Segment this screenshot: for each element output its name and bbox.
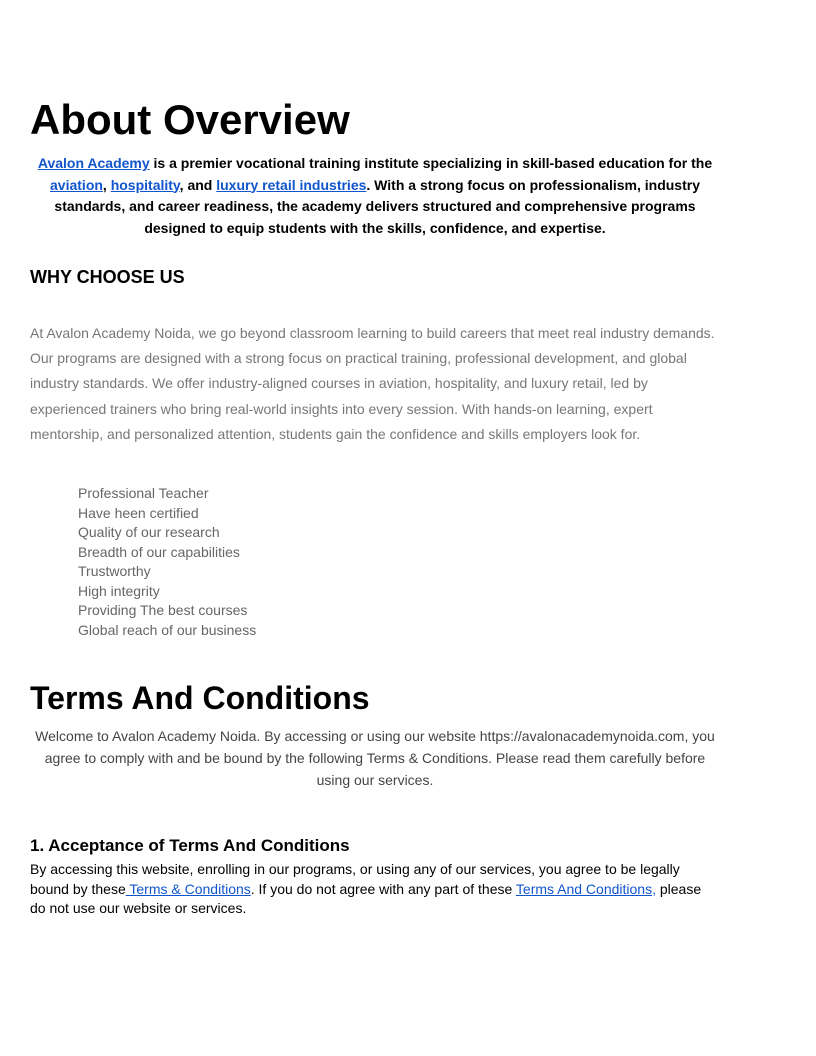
intro-separator-1: ,: [102, 176, 111, 193]
about-intro-paragraph: [30, 153, 720, 239]
acceptance-heading: 1. Acceptance of Terms And Conditions: [30, 836, 350, 855]
feature-item: Global reach of our business: [78, 621, 257, 638]
intro-text-1: is a premier vocational training institute specializing in skill-based education for the: [149, 155, 713, 171]
intro-separator-2: , and: [179, 176, 217, 193]
aviation-link[interactable]: aviation: [50, 176, 103, 193]
luxury-retail-link[interactable]: luxury retail industries: [216, 176, 367, 193]
terms-conditions-link[interactable]: Terms & Conditions: [125, 880, 251, 897]
feature-item: Breadth of our capabilities: [78, 543, 240, 560]
feature-item: Professional Teacher: [78, 485, 209, 501]
feature-item: Providing The best courses: [78, 602, 248, 618]
why-choose-us-heading: WHY CHOOSE US: [30, 267, 185, 287]
why-choose-us-paragraph: At Avalon Academy Noida, we go beyond classroom learning to build careers that meet real industry demands. Our programs are designed with a strong focus on practical training, professional development, and global industry standards. We offer industry-aligned courses in aviation, hospitality, and luxury retail, led by experienced trainers who bring real-world insights into every session. With hands-on learning, expert mentorship, and personalized attention, students gain the confidence and skills employers look for.: [30, 325, 715, 442]
terms-and-conditions-link[interactable]: Terms And Conditions,: [515, 880, 656, 897]
feature-item: Quality of our research: [78, 524, 220, 540]
acceptance-paragraph: [30, 860, 720, 919]
feature-item: High integrity: [78, 582, 160, 599]
feature-item: Have heen certified: [78, 504, 199, 521]
intro-text-2: . With a strong focus on professionalism, industry standards, and career readiness, the academy delivers structured and comprehensive programs designed to equip students with the skills, confidence, and expertise.: [54, 176, 700, 236]
terms-intro-paragraph: Welcome to Avalon Academy Noida. By accessing or using our website https://avalonacademynoida.com, you agree to comply with and be bound by the following Terms & Conditions. Please read them carefully before using our services.: [35, 728, 715, 788]
about-overview-title: About Overview: [30, 96, 350, 143]
acceptance-text-3: please do not use our website or services.: [30, 880, 702, 916]
acceptance-text-2: . If you do not agree with any part of these: [250, 880, 516, 897]
hospitality-link[interactable]: hospitality: [110, 176, 180, 193]
feature-item: Trustworthy: [78, 563, 151, 579]
features-list: [78, 484, 256, 640]
terms-and-conditions-title: Terms And Conditions: [30, 680, 370, 716]
avalon-academy-link[interactable]: Avalon Academy: [37, 155, 150, 171]
acceptance-text-1: By accessing this website, enrolling in our programs, or using any of our services, you agree to be legally bound by these: [30, 861, 680, 897]
